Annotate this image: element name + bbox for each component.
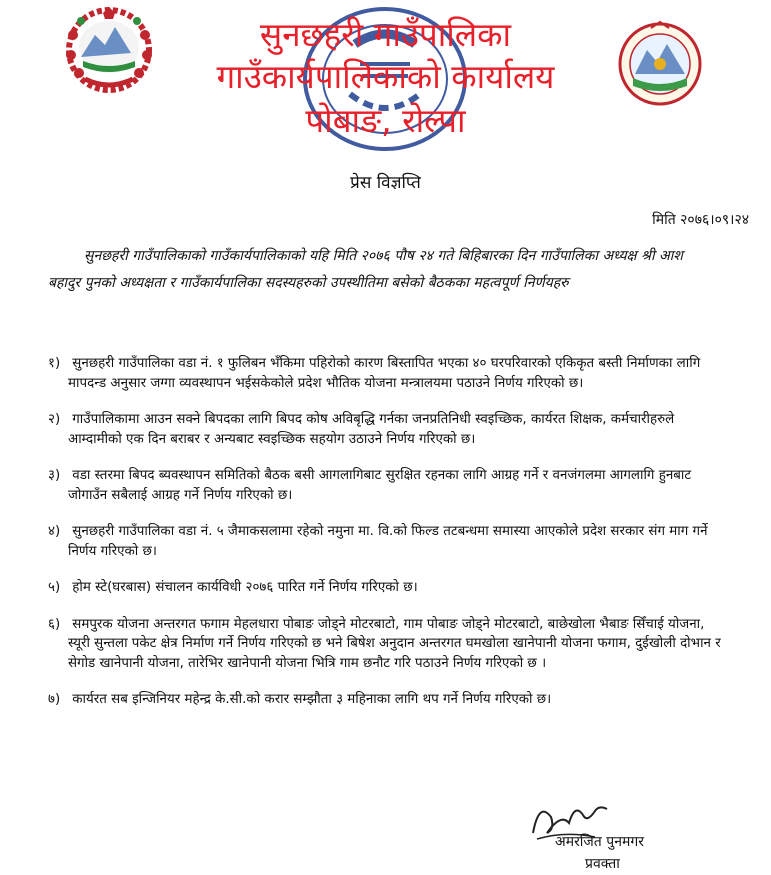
decision-text: सुनछहरी गाउँपालिका वडा नं. ५ जैमाकसलामा रहेको नमुना मा. वि.को फिल्ड तटबन्धमा समास्या आएकोले प्रदेश सरकार संग माग गर्ने निर्णय गरिएको छ। (68, 524, 708, 559)
spokesperson-name: अमरजित पुनमगर (555, 834, 644, 850)
municipality-name: सुनछहरी गाउँपालिका (259, 15, 512, 54)
decision-text: समपुरक योजना अन्तरगत फगाम मेहलधारा पोबाङ जोड्ने मोटरबाटो, गाम पोबाङ जोड्ने मोटरबाटो, बाछेखोला भैबाङ सिँचाई योजना, स्यूरी सुन्तला पकेट क्षेत्र निर्माण गर्ने निर्णय गरिएको छ भने बिषेश अनुदान अन्तरगत घमखोला खानेपानी योजना फगाम, दुईखोली दोभान र सेगोड खानेपानी योजना, तारेभिर खानेपानी योजना भित्रि गाम छनौट गरि पठाउने निर्णय गरिएको छ । (68, 616, 721, 671)
decision-text: गाउँपालिकामा आउन सक्ने बिपदका लागि बिपद कोष अविबृद्धि गर्नका जनप्रतिनिधी स्वइच्छिक, कार्यरत शिक्षक, कर्मचारीहरुले आम्दामीको एक दिन बराबर र अन्यबाट स्वइच्छिक सहयोग उठाउने निर्णय गरिएको छ। (68, 412, 675, 447)
document-date: मिति २०७६।०९।२४ (652, 212, 749, 228)
decision-text: होम स्टे(घरबास) संचालन कार्यविधी २०७६ पारित गर्ने निर्णय गरिएको छ। (72, 580, 418, 595)
decision-item (48, 410, 728, 449)
decision-number: ७) (48, 692, 61, 707)
office-name: गाउँकार्यपालिकाको कार्यालय (216, 57, 555, 96)
document-heading: प्रेस विज्ञप्ति (350, 173, 421, 193)
decision-item (48, 690, 728, 710)
decision-number: ४) (48, 524, 61, 539)
decision-text: वडा स्तरमा बिपद ब्यवस्थापन समितिको बैठक बसी आगलागिबाट सुरक्षित रहनका लागि आग्रह गर्ने र वनजंगलमा आगलागि हुनबाट जोगाउँन सबैलाई आग्रह गर्ने निर्णय गरिएको छ। (68, 468, 692, 503)
decision-item (48, 354, 728, 393)
decision-number: २) (48, 412, 61, 427)
office-address: पोबाङ, रोल्पा (305, 101, 466, 140)
decision-number: ५) (48, 580, 61, 595)
decision-item (48, 522, 728, 561)
decision-item (48, 578, 728, 598)
decision-text: सुनछहरी गाउँपालिका वडा नं. १ फुलिबन भँकिमा पहिरोको कारण बिस्तापित भएका ४० घरपरिवारको एकिकृत बस्ती निर्माणका लागि मापदन्ड अनुसार जग्गा व्यवस्थापन भईसकेकोले प्रदेश भौतिक योजना मन्त्रालयमा पठाउने निर्णय गरिएको छ। (68, 356, 701, 391)
decision-number: १) (48, 356, 61, 371)
decision-item (48, 466, 728, 505)
spokesperson-role: प्रवक्ता (585, 856, 620, 872)
decision-text: कार्यरत सब इन्जिनियर महेन्द्र के.सी.को करार सम्झौता ३ महिनाका लागि थप गर्ने निर्णय गरिएको छ। (72, 692, 552, 707)
decision-number: ६) (48, 616, 61, 632)
decision-list (48, 354, 728, 727)
intro-paragraph: सुनछहरी गाउँपालिकाको गाउँकार्यपालिकाको यहि मिति २०७६ पौष २४ गते बिहिबारका दिन गाउँपालिका अध्यक्ष श्री आश बहादुर पुनको अध्यक्षता र गाउँकार्यपालिका सदस्यहरुको उपस्थीतिमा बसेको बैठकका महत्वपूर्ण निर्णयहरु (48, 248, 683, 291)
decision-item (48, 615, 728, 674)
decision-number: ३) (48, 468, 61, 483)
